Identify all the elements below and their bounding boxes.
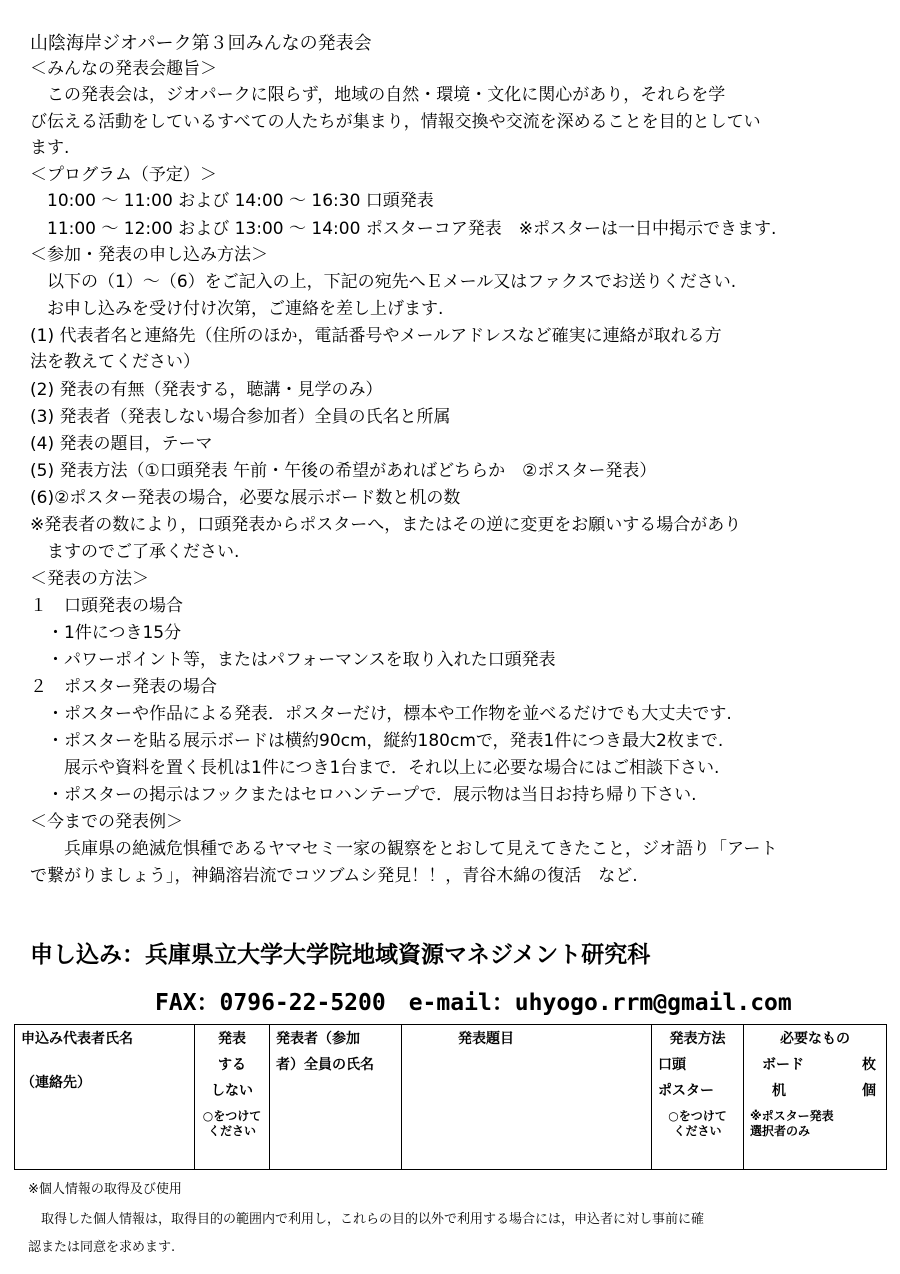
section-heading-program: ＜プログラム（予定）＞ bbox=[30, 165, 217, 185]
method-label: 発表方法 bbox=[669, 1031, 726, 1047]
needs-label: 必要なもの bbox=[780, 1031, 850, 1047]
program-line: 11:00 ～ 12:00 および 13:00 ～ 14:00 ポスターコア発表 ※ポスターは一日中掲示できます. bbox=[30, 219, 777, 239]
presentation-cell[interactable] bbox=[195, 1025, 270, 1170]
method-line: ２ ポスター発表の場合 bbox=[30, 677, 217, 697]
representative-cell[interactable] bbox=[15, 1025, 195, 1170]
purpose-line: この発表会は，ジオパークに限らず，地域の自然・環境・文化に関心があり，それらを学 bbox=[30, 85, 726, 105]
option-oral[interactable]: 口頭 bbox=[658, 1057, 686, 1073]
application-item: (1) 代表者名と連絡先（住所のほか，電話番号やメールアドレスなど確実に連絡が取れる方 bbox=[30, 326, 722, 346]
purpose-line: び伝える活動をしているすべての人たちが集まり，情報交換や交流を深めることを目的としてい bbox=[30, 112, 761, 132]
method-line: ・ポスターや作品による発表．ポスターだけ，標本や工作物を並べるだけでも大丈夫です. bbox=[30, 704, 732, 724]
purpose-line: ます. bbox=[30, 138, 70, 158]
title-label: 発表題目 bbox=[458, 1031, 514, 1047]
section-heading-purpose: ＜みんなの発表会趣旨＞ bbox=[30, 59, 217, 79]
option-poster[interactable]: ポスター bbox=[658, 1083, 714, 1099]
application-item: (2) 発表の有無（発表する，聴講・見学のみ） bbox=[30, 380, 383, 400]
presenters-cell[interactable] bbox=[270, 1025, 402, 1170]
application-heading: 申し込み：兵庫県立大学大学院地域資源マネジメント研究科 bbox=[30, 942, 651, 968]
circle-note: ○をつけて bbox=[668, 1109, 727, 1123]
program-line: 10:00 ～ 11:00 および 14:00 ～ 16:30 口頭発表 bbox=[30, 191, 434, 211]
contact-label: （連絡先） bbox=[21, 1075, 91, 1091]
method-line: １ 口頭発表の場合 bbox=[30, 596, 183, 616]
method-line: ・1件につき15分 bbox=[30, 623, 182, 643]
board-row bbox=[750, 1055, 880, 1075]
desk-unit: 個 bbox=[862, 1083, 876, 1099]
representative-label: 申込み代表者氏名 bbox=[21, 1031, 133, 1047]
circle-note: ください bbox=[207, 1124, 256, 1138]
privacy-text: 認または同意を求めます. bbox=[28, 1240, 176, 1255]
privacy-text: 取得した個人情報は，取得目的の範囲内で利用し，これらの目的以外で利用する場合には，申込者に対し事前に確 bbox=[28, 1212, 705, 1227]
method-line: 展示や資料を置く長机は1件につき1台まで．それ以上に必要な場合にはご相談下さい. bbox=[30, 758, 720, 778]
board-label: ボード bbox=[762, 1057, 804, 1073]
presenters-label: 者）全員の氏名 bbox=[276, 1057, 374, 1073]
desk-row bbox=[750, 1081, 880, 1101]
method-line: ・ポスターを貼る展示ボードは横約90cm，縦約180cmで，発表1件につき最大2枚まで. bbox=[30, 731, 724, 751]
application-note: ますのでご了承ください. bbox=[30, 542, 240, 562]
method-line: ・パワーポイント等，またはパフォーマンスを取り入れた口頭発表 bbox=[30, 650, 556, 670]
section-heading-examples: ＜今までの発表例＞ bbox=[30, 812, 183, 832]
option-present[interactable]: する bbox=[218, 1057, 246, 1073]
presenters-label: 発表者（参加 bbox=[276, 1031, 360, 1047]
privacy-heading: ※個人情報の取得及び使用 bbox=[28, 1182, 182, 1197]
poster-note: ※ポスター発表 bbox=[750, 1109, 834, 1123]
application-item: (6)②ポスター発表の場合，必要な展示ボード数と机の数 bbox=[30, 488, 461, 508]
application-item: (4) 発表の題目，テーマ bbox=[30, 434, 213, 454]
application-line: 以下の（1）～（6）をご記入の上，下記の宛先へＥメール又はファクスでお送りください. bbox=[30, 272, 737, 292]
method-line: ・ポスターの掲示はフックまたはセロハンテープで．展示物は当日お持ち帰り下さい. bbox=[30, 785, 697, 805]
circle-note: ください bbox=[673, 1124, 722, 1138]
desk-label: 机 bbox=[772, 1083, 786, 1099]
circle-note: ○をつけて bbox=[202, 1109, 262, 1123]
application-note: ※発表者の数により，口頭発表からポスターへ，またはその逆に変更をお願いする場合があり bbox=[30, 515, 742, 535]
examples-line: 兵庫県の絶滅危惧種であるヤマセミ一家の観察をとおして見えてきたこと，ジオ語り「アート bbox=[30, 839, 778, 859]
poster-note: 選択者のみ bbox=[750, 1124, 811, 1138]
section-heading-method: ＜発表の方法＞ bbox=[30, 569, 149, 589]
section-heading-application: ＜参加・発表の申し込み方法＞ bbox=[30, 245, 268, 265]
application-item: (3) 発表者（発表しない場合参加者）全員の氏名と所属 bbox=[30, 407, 451, 427]
option-not-present[interactable]: しない bbox=[211, 1083, 253, 1099]
title-cell[interactable] bbox=[402, 1025, 652, 1170]
presentation-label: 発表 bbox=[218, 1031, 246, 1047]
document-title: 山陰海岸ジオパーク第３回みんなの発表会 bbox=[30, 33, 372, 54]
application-form-table bbox=[14, 1024, 887, 1170]
needs-cell[interactable] bbox=[744, 1025, 887, 1170]
application-item: (5) 発表方法（①口頭発表 午前・午後の希望があればどちらか ②ポスター発表） bbox=[30, 461, 657, 481]
board-unit: 枚 bbox=[862, 1057, 876, 1073]
examples-line: で繋がりましょう」，神鍋溶岩流でコツブムシ発見！！，青谷木綿の復活 など. bbox=[30, 866, 638, 886]
application-line: お申し込みを受け付け次第，ご連絡を差し上げます. bbox=[30, 299, 444, 319]
application-item: 法を教えてください） bbox=[30, 352, 200, 372]
contact-info: FAX：0796-22-5200 e-mail：uhyogo.rrm@gmail.com bbox=[155, 990, 792, 1016]
form-row bbox=[15, 1025, 887, 1170]
method-cell[interactable] bbox=[652, 1025, 744, 1170]
